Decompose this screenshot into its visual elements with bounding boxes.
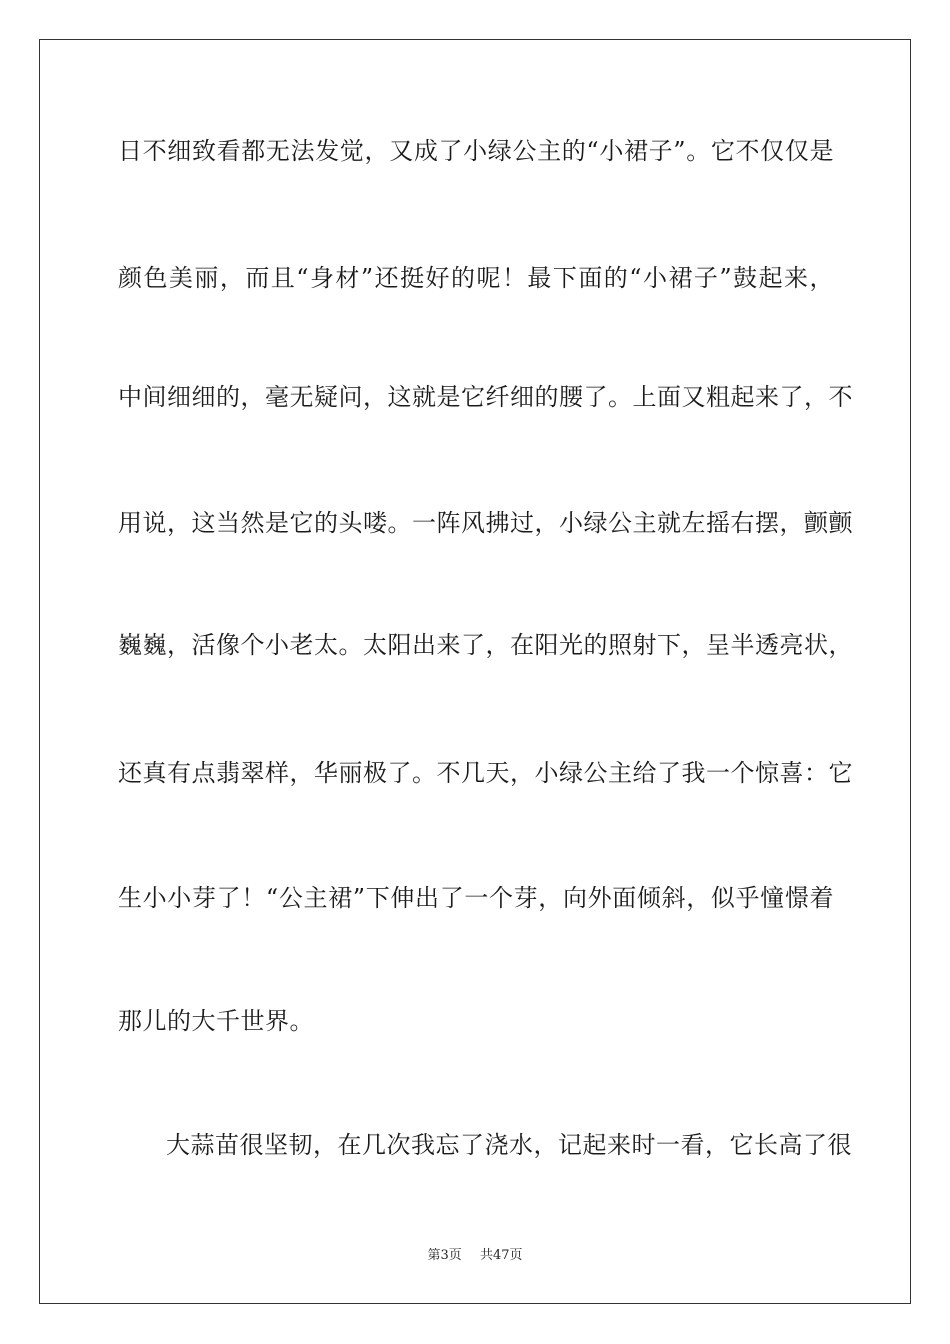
- page-border: [39, 39, 911, 1304]
- text-line-1: 日不细致看都无法发觉，又成了小绿公主的“小裙子”。它不仅仅是: [118, 137, 834, 165]
- page-footer: [0, 1247, 950, 1265]
- text-line-8: 那儿的大千世界。: [118, 1007, 314, 1035]
- text-line-2: 颜色美丽，而且“身材”还挺好的呢！最下面的“小裙子”鼓起来，: [118, 264, 834, 292]
- total-pages: 共47页: [479, 1248, 523, 1263]
- text-line-5: 巍巍，活像个小老太。太阳出来了，在阳光的照射下，呈半透亮状，: [118, 631, 853, 659]
- text-line-4: 用说，这当然是它的头喽。一阵风拂过，小绿公主就左摇右摆，颤颤: [118, 509, 853, 537]
- text-line-7: 生小小芽了！“公主裙”下伸出了一个芽，向外面倾斜，似乎憧憬着: [118, 884, 834, 912]
- text-line-6: 还真有点翡翠样，华丽极了。不几天，小绿公主给了我一个惊喜：它: [118, 759, 853, 787]
- text-line-3: 中间细细的，毫无疑问，这就是它纤细的腰了。上面又粗起来了，不: [118, 383, 853, 411]
- paragraph-start-line: 大蒜苗很坚韧，在几次我忘了浇水，记起来时一看，它长高了很: [166, 1131, 852, 1159]
- page-number: 第3页: [427, 1248, 462, 1263]
